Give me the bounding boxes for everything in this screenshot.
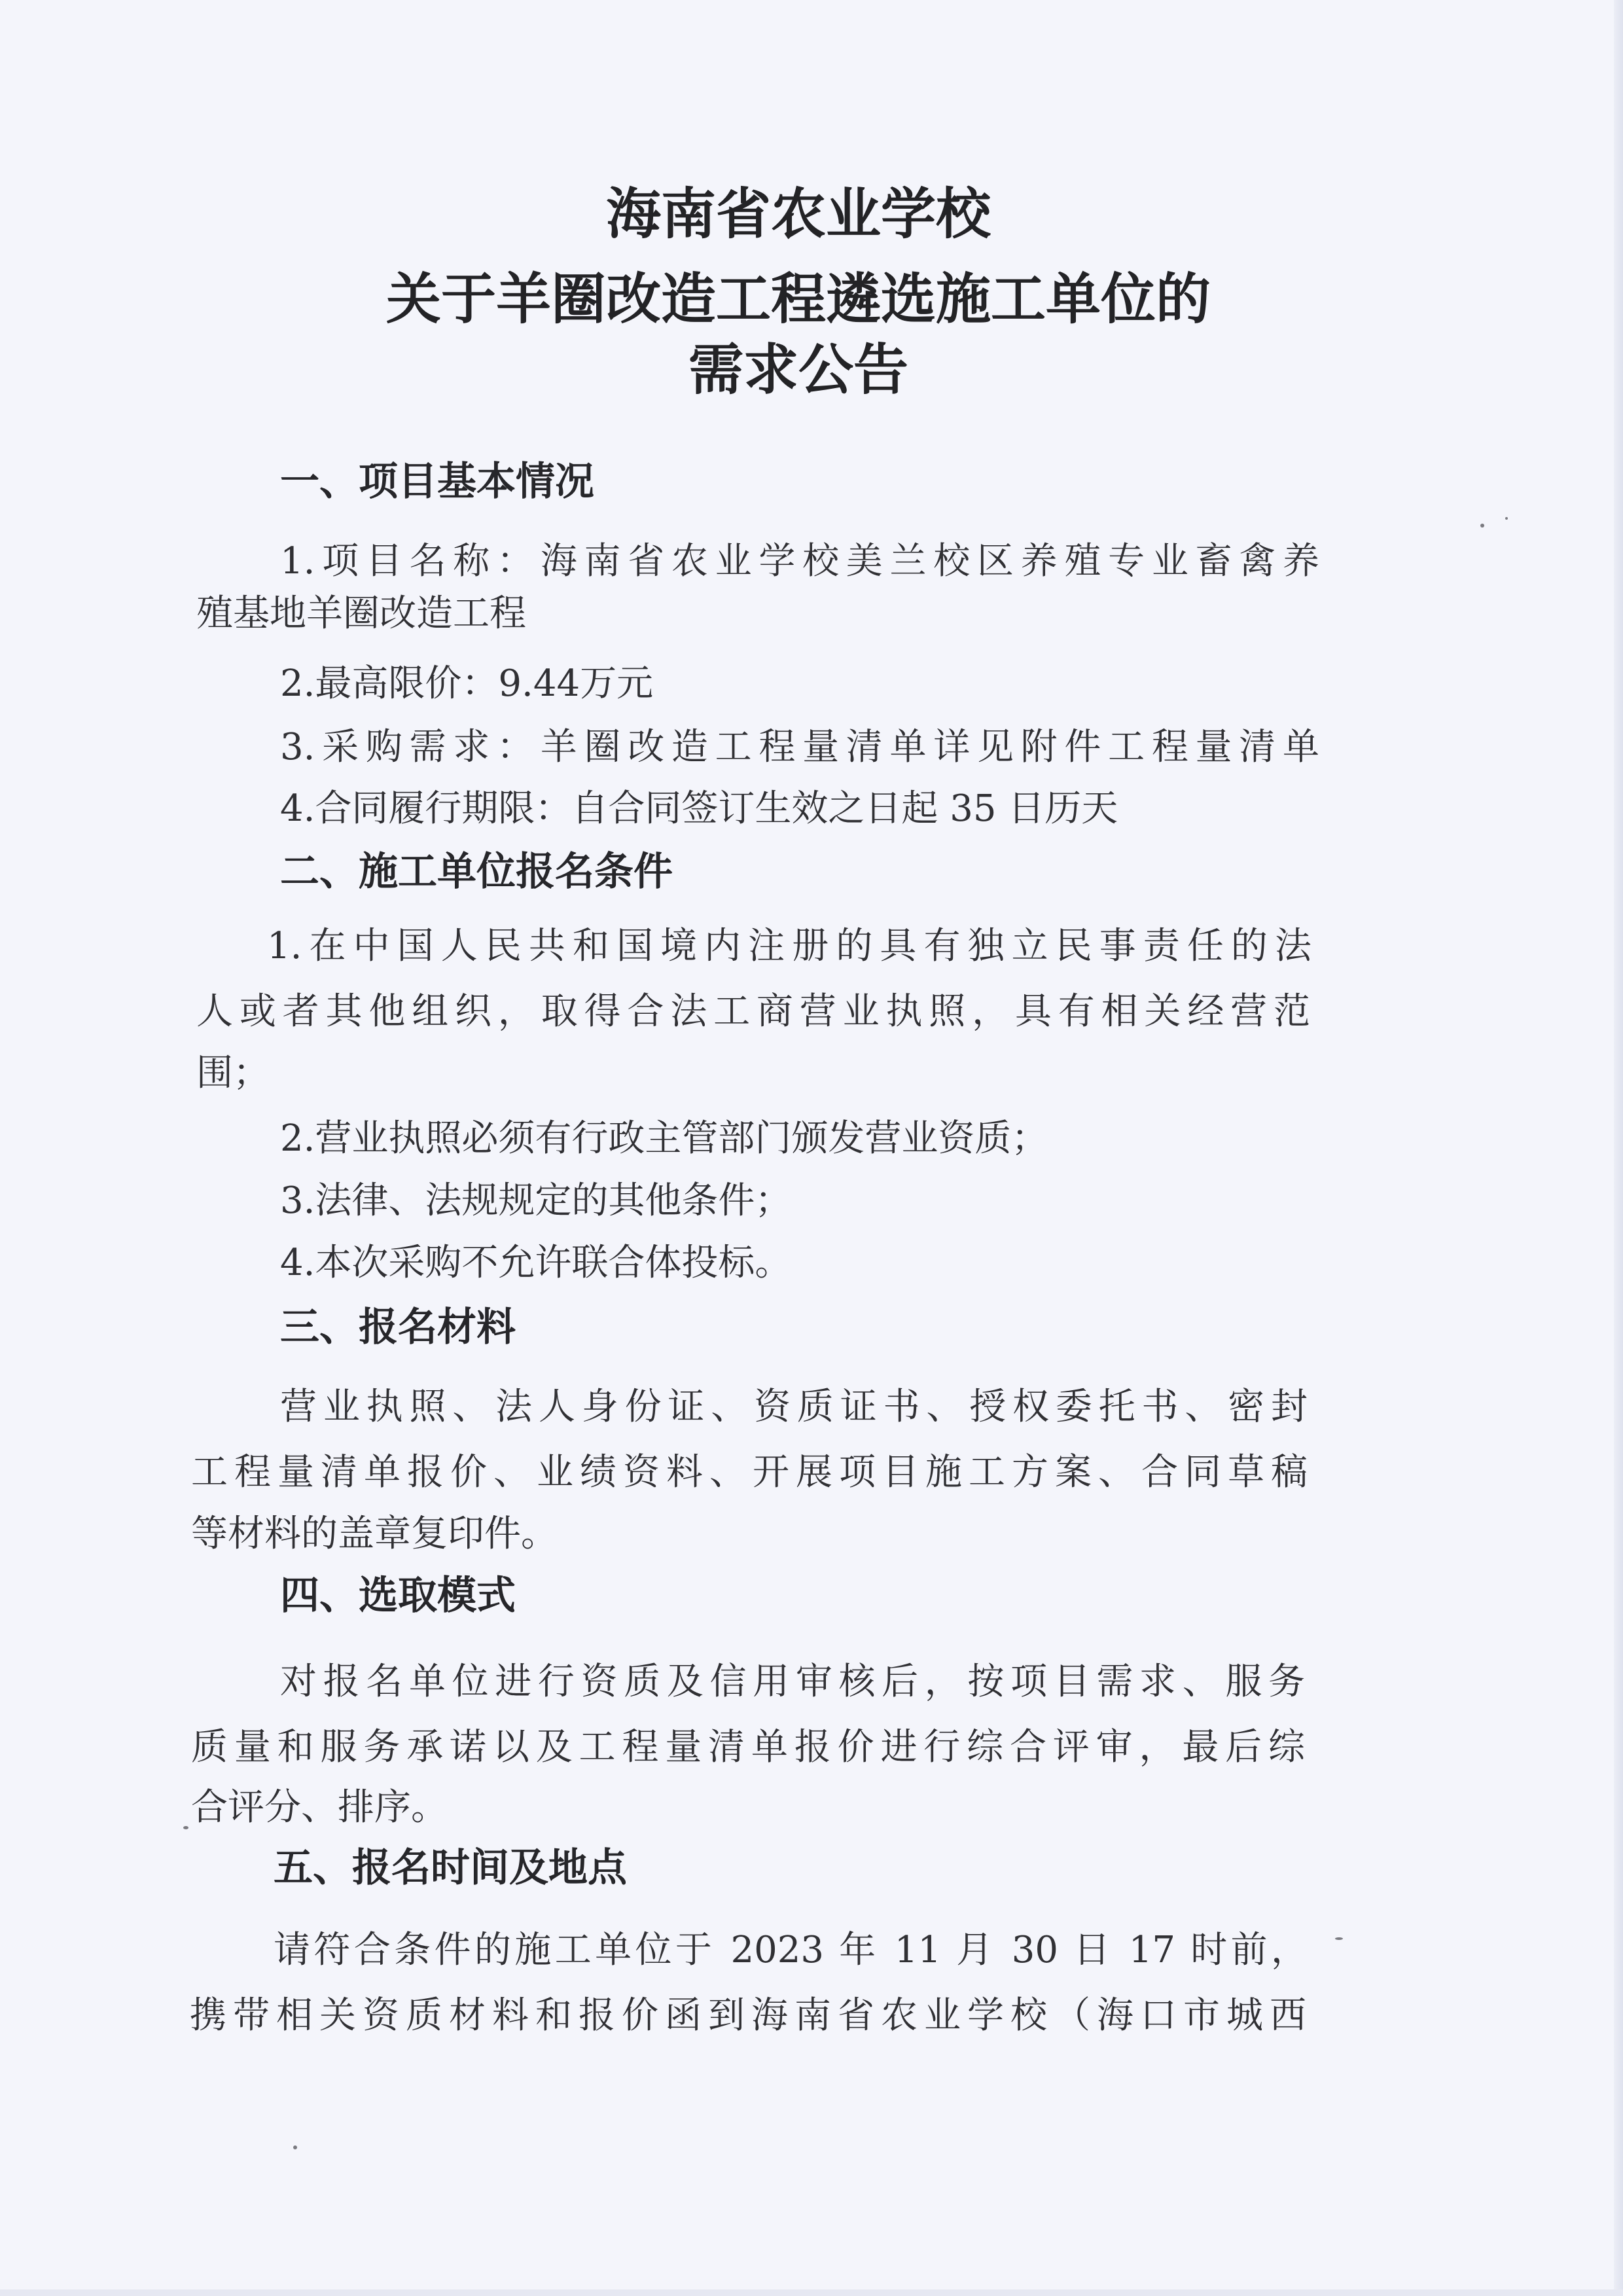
- body-line: 人或者其他组织，取得合法工商营业执照，具有相关经营范: [196, 990, 1310, 1033]
- scan-speck: [183, 1826, 188, 1829]
- body-line: 合评分、排序。: [191, 1786, 448, 1829]
- section-heading-registration-time-place: 五、报名时间及地点: [274, 1845, 627, 1891]
- body-line: 3.法律、法规规定的其他条件；: [280, 1179, 792, 1222]
- body-line: 对报名单位进行资质及信用审核后，按项目需求、服务: [280, 1660, 1305, 1703]
- section-heading-selection-mode: 四、选取模式: [280, 1573, 516, 1619]
- body-line: 4.本次采购不允许联合体投标。: [280, 1242, 792, 1284]
- body-line: 1.项目名称：海南省农业学校美兰校区养殖专业畜禽养: [280, 540, 1319, 583]
- body-line: 携带相关资质材料和报价函到海南省农业学校（海口市城西: [190, 1994, 1306, 2037]
- document-title-line-3: 需求公告: [688, 338, 908, 402]
- document-title-line-1: 海南省农业学校: [605, 182, 991, 246]
- section-heading-registration-materials: 三、报名材料: [280, 1304, 516, 1350]
- body-line: 质量和服务承诺以及工程量清单报价进行综合评审，最后综: [191, 1726, 1305, 1768]
- body-line: 工程量清单报价、业绩资料、开展项目施工方案、合同草稿: [191, 1451, 1308, 1494]
- body-line: 等材料的盖章复印件。: [191, 1513, 558, 1555]
- body-line: 4.合同履行期限：自合同签订生效之日起 35 日历天: [280, 787, 1118, 830]
- page-edge: [1614, 0, 1623, 2296]
- body-line: 1.在中国人民共和国境内注册的具有独立民事责任的法: [267, 925, 1311, 967]
- scan-speck: [293, 2145, 297, 2149]
- body-line: 殖基地羊圈改造工程: [196, 592, 526, 635]
- body-line: 3.采购需求：羊圈改造工程量清单详见附件工程量清单: [280, 726, 1319, 768]
- body-line: 2.最高限价：9.44万元: [280, 662, 654, 705]
- scan-speck: [1505, 517, 1508, 520]
- document-title-line-2: 关于羊圈改造工程遴选施工单位的: [385, 267, 1211, 331]
- body-line: 2.营业执照必须有行政主管部门颁发营业资质；: [280, 1117, 1048, 1160]
- page-edge-bottom: [0, 2289, 1623, 2296]
- section-heading-project-info: 一、项目基本情况: [280, 459, 594, 505]
- scan-speck: [1335, 1937, 1343, 1940]
- section-heading-registration-conditions: 二、施工单位报名条件: [280, 849, 673, 895]
- scan-speck: [1480, 524, 1484, 528]
- body-line: 围；: [196, 1052, 270, 1094]
- body-line: 请符合条件的施工单位于 2023 年 11 月 30 日 17 时前，: [274, 1929, 1308, 1971]
- body-line: 营业执照、法人身份证、资质证书、授权委托书、密封: [280, 1386, 1308, 1428]
